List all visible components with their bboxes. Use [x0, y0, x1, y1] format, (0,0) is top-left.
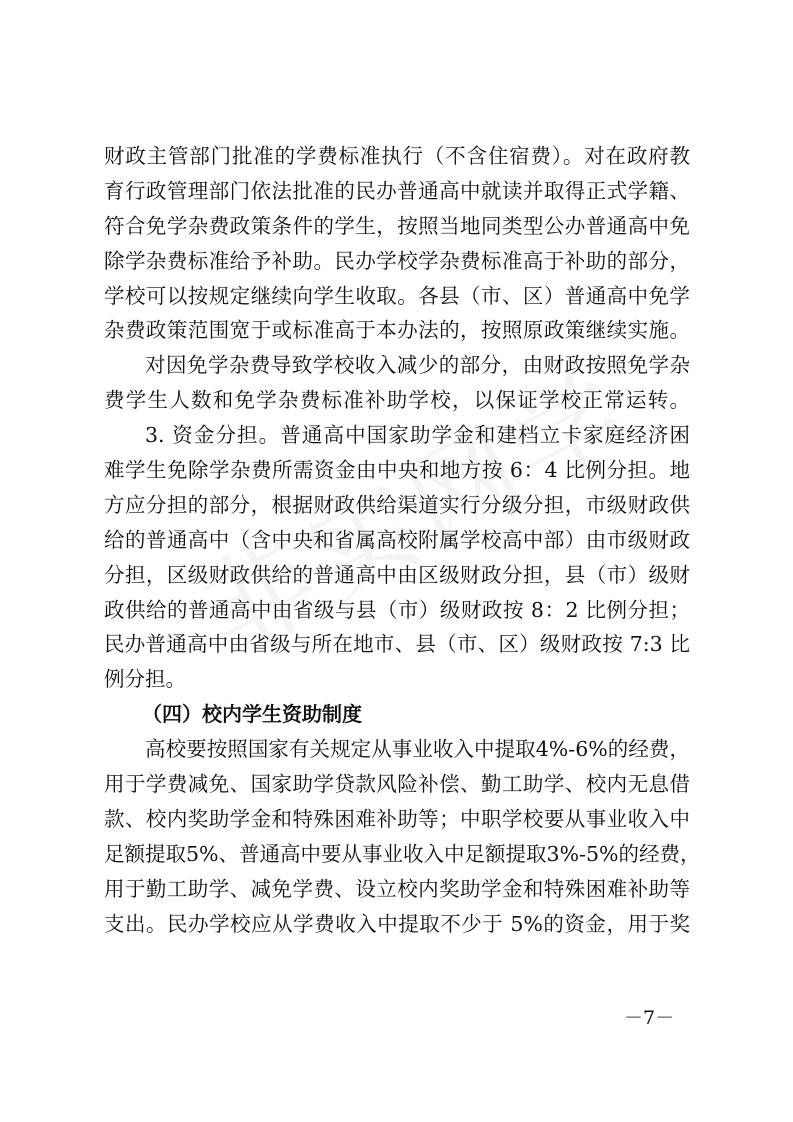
text-line: 用于学费减免、国家助学贷款风险补偿、勤工助学、校内无息借	[104, 772, 690, 797]
text-line: 民办普通高中由省级与所在地市、县（市、区）级财政按 7:3 比	[104, 632, 690, 657]
text-line: 学校可以按规定继续向学生收取。各县（市、区）普通高中免学	[104, 283, 690, 308]
text-line: 方应分担的部分，根据财政供给渠道实行分级分担，市级财政供	[104, 492, 690, 517]
paragraph-first-line: 3. 资金分担。普通高中国家助学金和建档立卡家庭经济困	[145, 423, 690, 448]
text-line: 款、校内奖助学金和特殊困难补助等；中职学校要从事业收入中	[104, 806, 690, 831]
text-line: 政供给的普通高中由省级与县（市）级财政按 8：2 比例分担；	[104, 597, 690, 622]
text-line: 费学生人数和免学杂费标准补助学校，以保证学校正常运转。	[104, 388, 690, 413]
text-line: 除学杂费标准给予补助。民办学校学杂费标准高于补助的部分，	[104, 248, 690, 273]
page-number: －7－	[624, 1007, 675, 1029]
text-line: 育行政管理部门依法批准的民办普通高中就读并取得正式学籍、	[104, 178, 690, 203]
text-line: 足额提取5%、普通高中要从事业收入中足额提取3%-5%的经费，	[104, 841, 701, 866]
text-line: 杂费政策范围宽于或标准高于本办法的，按照原政策继续实施。	[104, 318, 690, 343]
paragraph-first-line: 高校要按照国家有关规定从事业收入中提取4%-6%的经费，	[145, 737, 690, 762]
text-line: 用于勤工助学、减免学费、设立校内奖助学金和特殊困难补助等	[104, 876, 690, 901]
text-line: 支出。民办学校应从学费收入中提取不少于 5%的资金，用于奖	[104, 911, 690, 936]
text-line: 财政主管部门批准的学费标准执行（不含住宿费）。对在政府教	[104, 144, 690, 168]
text-line: 给的普通高中（含中央和省属高校附属学校高中部）由市级财政	[104, 527, 690, 552]
paragraph-first-line: 对因免学杂费导致学校收入减少的部分，由财政按照免学杂	[145, 353, 690, 378]
text-line: 难学生免除学杂费所需资金由中央和地方按 6：4 比例分担。地	[104, 458, 690, 483]
text-line: 例分担。	[104, 667, 186, 692]
text-line: 符合免学杂费政策条件的学生，按照当地同类型公办普通高中免	[104, 213, 690, 238]
section-heading: （四）校内学生资助制度	[142, 702, 362, 727]
document-body	[104, 139, 701, 941]
text-line: 分担，区级财政供给的普通高中由区级财政分担，县（市）级财	[104, 562, 690, 587]
